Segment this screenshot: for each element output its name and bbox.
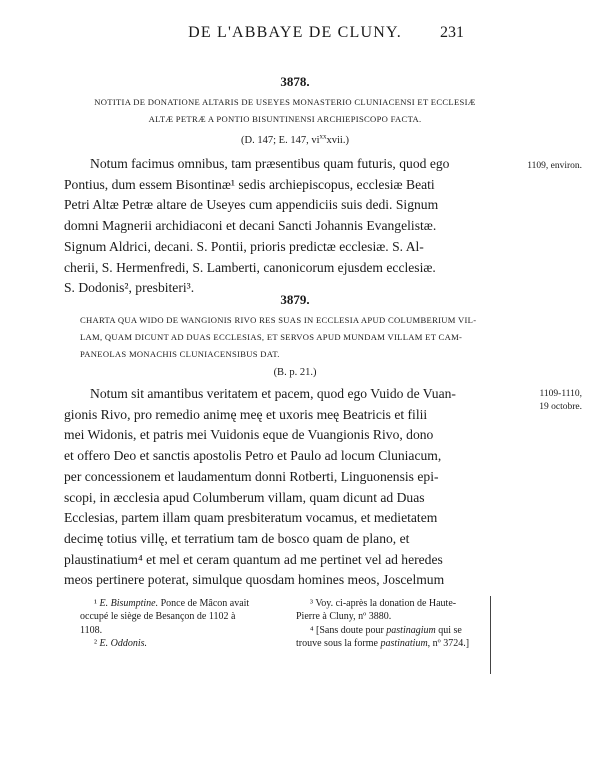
charter-heading-3878	[80, 94, 490, 128]
charter-heading-3879	[80, 312, 490, 363]
charter-heading-line: ALTÆ PETRÆ A PONTIO BISUNTINENSI ARCHIEPISCOPO FACTA.	[148, 114, 422, 124]
text-line: Signum Aldrici, decani. S. Pontii, prioris predictæ ecclesiæ. S. Al-	[64, 238, 424, 254]
running-header-title: DE L'ABBAYE DE CLUNY.	[188, 24, 402, 41]
footnote-mark: ¹	[94, 598, 97, 609]
charter-number-3879: 3879.	[280, 292, 310, 307]
footnote-italic: E. Oddonis.	[99, 638, 147, 650]
footnote-4-cont	[296, 637, 490, 650]
footnote-mark: ³	[310, 598, 313, 609]
text-line: meos pertinere poterat, simulque quosdam homines meos, Joscelmum	[64, 572, 445, 588]
text-line: gionis Rivo, pro remedio animę meę et uxoris meę Beatricis et filii	[64, 406, 428, 422]
footnote-text: , nº 3724.]	[427, 638, 470, 650]
footnote-4	[296, 624, 490, 637]
footnote-italic: E. Bisumptine.	[99, 598, 159, 609]
text-line: Ecclesias, partem illam quam presbiteratum vocamus, et medietatem	[64, 510, 438, 526]
text-line: S. Dodonis², presbiteri³.	[64, 280, 195, 296]
footnote-italic: pastinagium	[386, 624, 436, 636]
footnote-text: [Sans doute pour	[313, 624, 387, 636]
footnote-3	[296, 597, 490, 610]
text-line: cherii, S. Hermenfredi, S. Lamberti, canonicorum ejusdem ecclesiæ.	[64, 259, 436, 275]
text-line: decimę totius villę, et terratium tam de bosco quam de plano, et	[64, 530, 410, 546]
footnote-1	[80, 597, 280, 610]
footnote-text: qui se	[435, 624, 462, 636]
text-line: per concessionem et laudamentum donni Rotberti, Linguonensis epi-	[64, 468, 439, 484]
margin-date-line: 1109-1110,	[539, 389, 582, 399]
charter-heading-line: CHARTA QUA WIDO DE WANGIONIS RIVO RES SUAS IN ECCLESIA APUD COLUMBERIUM VIL-	[80, 315, 477, 325]
margin-date-line: 19 octobre.	[539, 402, 582, 412]
footnote-1-cont: 1108.	[80, 624, 103, 636]
text-line: plaustinatium⁴ et mel et ceram quantum ad me pertinet vel ad heredes	[64, 551, 443, 567]
text-line: domni Magnerii archidiaconi et decani Sancti Johannis Evangelistæ.	[64, 218, 437, 234]
text-line: scopi, in æcclesia apud Columberum villam, quam dicunt ad Duas	[64, 489, 425, 505]
footnotes-left	[80, 597, 280, 651]
page-number: 231	[440, 24, 464, 41]
charter-source-3878	[0, 132, 590, 146]
charter-heading-line: LAM, QUAM DICUNT AD DUAS ECCLESIAS, ET SERVOS APUD MUNDAM VILLAM ET CAM-	[80, 332, 463, 342]
text-line: Notum sit amantibus veritatem et pacem, quod ego Vuido de Vuan-	[90, 386, 456, 401]
charter-source-text: (D. 147; E. 147, $vi^{xx}xvii$.)	[241, 132, 349, 146]
margin-date-3879	[490, 388, 582, 414]
footnotes-right	[296, 597, 490, 651]
charter-heading-line: PANEOLAS MONACHIS CLUNIACENSIBUS DAT.	[80, 349, 280, 359]
footnote-mark: ⁴	[310, 624, 314, 636]
text-line: Petri Altæ Petræ altare de Useyes cum appendiciis suis dedi. Signum	[64, 197, 439, 213]
charter-heading-line: NOTITIA DE DONATIONE ALTARIS DE USEYES MONASTERIO CLUNIACENSI ET ECCLESIÆ	[94, 97, 476, 107]
footnote-text: Ponce de Mâcon avait	[158, 598, 250, 609]
text-line: Notum facimus omnibus, tam præsentibus quam futuris, quod ego	[90, 156, 450, 171]
text-line: et offero Deo et sanctis apostolis Petro et Paulo ad locum Cluniacum,	[64, 448, 442, 464]
footnote-bracket-rule	[490, 596, 491, 674]
source-superscript: xx	[319, 132, 327, 140]
footnote-italic: pastinatium	[380, 638, 428, 650]
text-line: mei Widonis, et patris mei Vuidonis eque de Vuangionis Rivo, dono	[64, 427, 434, 443]
footnote-2	[80, 637, 280, 650]
footnote-mark: ²	[94, 638, 97, 650]
charter-text-3878	[64, 154, 490, 299]
charter-source-3879: (B. p. 21.)	[273, 367, 317, 378]
margin-date-3878: 1109, environ.	[527, 161, 582, 171]
text-line: Pontius, dum essem Bisontinæ¹ sedis archiepiscopus, ecclesiæ Beati	[64, 176, 435, 192]
footnote-text: trouve sous la forme	[296, 638, 381, 650]
footnote-1-cont: occupé le siège de Besançon de 1102 à	[80, 611, 236, 623]
charter-text-3879	[64, 384, 490, 591]
charter-number-3878: 3878.	[280, 74, 310, 89]
footnote-3-cont: Pierre à Cluny, nº 3880.	[296, 611, 392, 623]
footnote-text: Voy. ci-après la donation de Haute-	[313, 598, 457, 609]
